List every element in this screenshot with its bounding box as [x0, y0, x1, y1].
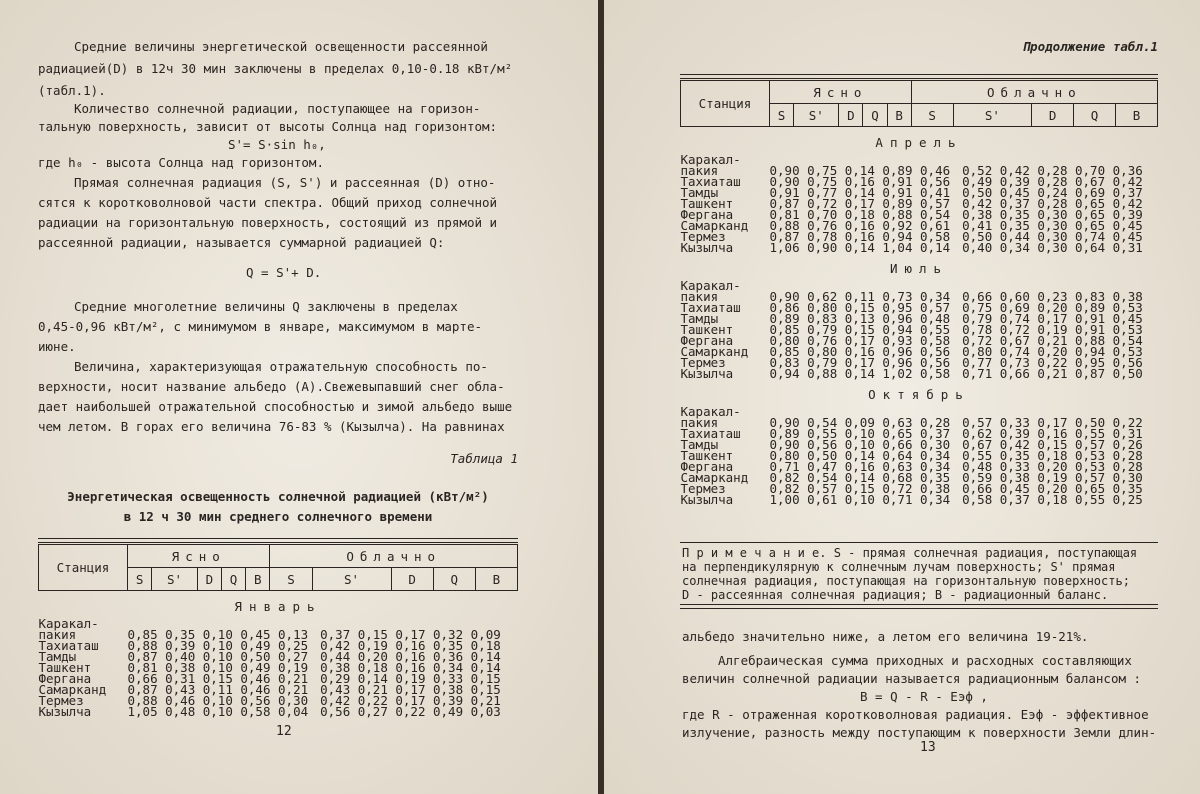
header-row: [39, 545, 518, 568]
values-clear: 0,90 0,75 0,14 0,89 0,46: [769, 163, 951, 178]
page-number: 13: [920, 740, 936, 755]
station-name-part: Фергана: [680, 459, 734, 474]
values-cloudy: 0,56 0,27 0,22 0,49 0,03: [320, 704, 501, 719]
column-header: S: [770, 104, 794, 127]
paragraph-line: величин солнечной радиации называется радиационным балансом :: [682, 671, 1142, 686]
paragraph-line: альбедо значительно ниже, а летом его величина 19-21%.: [682, 629, 1089, 644]
station-name-part: пакия: [680, 289, 719, 304]
table-row: [681, 406, 1158, 428]
station-name-part: Самарканд: [38, 682, 107, 697]
values-cloudy: 0,62 0,39 0,16 0,55 0,31: [962, 426, 1143, 441]
station-name-part: Самарканд: [680, 344, 749, 359]
note-bottom-rule: [680, 604, 1158, 609]
values-clear: 0,89 0,83 0,13 0,96 0,48: [769, 311, 951, 326]
station-name-part: Ташкент: [680, 322, 734, 337]
values-clear: 1,06 0,90 0,14 1,04 0,14: [769, 240, 951, 255]
paragraph-line: 0,45-0,96 кВт/м², с минимумом в январе, максимумом в марте-: [38, 319, 483, 334]
values-clear: 0,90 0,75 0,16 0,91 0,56: [769, 174, 951, 189]
values-clear: 0,81 0,70 0,18 0,88 0,54: [769, 207, 951, 222]
table-label: Таблица 1: [450, 451, 518, 466]
header-row: [681, 81, 1158, 104]
paragraph-line: дает наибольшей отражательной способностью и зимой альбедо выше: [38, 399, 513, 414]
station-name: [681, 154, 770, 176]
table-header: [681, 81, 1158, 127]
row-values: [770, 368, 1158, 379]
station-name-part: Тамды: [680, 437, 719, 452]
values-cloudy: 0,29 0,14 0,19 0,33 0,15: [320, 671, 501, 686]
values-cloudy: 0,75 0,69 0,20 0,89 0,53: [962, 300, 1143, 315]
values-clear: 0,66 0,31 0,15 0,46 0,21: [127, 671, 309, 686]
values-cloudy: 0,40 0,34 0,30 0,64 0,31: [962, 240, 1143, 255]
station-name-part: Тамды: [38, 649, 77, 664]
row-values: [128, 618, 518, 640]
column-header: S: [270, 568, 312, 591]
table-top-rule: [38, 538, 518, 543]
column-header: B: [246, 568, 270, 591]
paragraph-line: июне.: [38, 339, 76, 354]
month-label: Октябрь: [868, 387, 970, 402]
station-name-part: Термез: [680, 229, 726, 244]
values-cloudy: 0,38 0,18 0,16 0,34 0,14: [320, 660, 501, 675]
station-name-part: пакия: [680, 415, 719, 430]
values-clear: 0,94 0,88 0,14 1,02 0,58: [769, 366, 951, 381]
paragraph-line: Прямая солнечная радиация (S, S') и рассеянная (D) отно-: [74, 175, 496, 190]
station-name-part: Тамды: [680, 311, 719, 326]
station-name-part: Тахиаташ: [38, 638, 99, 653]
station-name-part: Кызылча: [680, 492, 734, 507]
station-name-part: Фергана: [680, 207, 734, 222]
group-clear-header: Ясно: [128, 545, 270, 568]
values-cloudy: 0,72 0,67 0,21 0,88 0,54: [962, 333, 1143, 348]
paragraph-line: излучение, разность между поступающим к поверхности Земли длин-: [682, 725, 1157, 740]
station-name-part: Самарканд: [680, 470, 749, 485]
station-name: [681, 280, 770, 302]
column-header: B: [887, 104, 911, 127]
formula: B = Q - R - Eэф ,: [860, 689, 988, 704]
month-label: Январь: [234, 599, 322, 614]
values-cloudy: 0,80 0,74 0,20 0,94 0,53: [962, 344, 1143, 359]
values-clear: 0,87 0,78 0,16 0,94 0,58: [769, 229, 951, 244]
values-clear: 1,00 0,61 0,10 0,71 0,34: [769, 492, 951, 507]
month-row: [681, 127, 1158, 155]
table-row: [681, 242, 1158, 253]
values-cloudy: 0,66 0,45 0,20 0,65 0,35: [962, 481, 1143, 496]
paragraph-line: Количество солнечной радиации, поступающее на горизон-: [74, 101, 481, 116]
page-number: 12: [276, 724, 292, 739]
paragraph-line: радиацией(D) в 12ч 30 мин заключены в пределах 0,10-0.18 кВт/м²: [38, 61, 513, 76]
values-clear: 0,71 0,47 0,16 0,63 0,34: [769, 459, 951, 474]
values-clear: 1,05 0,48 0,10 0,58 0,04: [127, 704, 309, 719]
values-clear: 0,88 0,39 0,10 0,49 0,25: [127, 638, 309, 653]
paragraph-line: Средние величины энергетической освещенности рассеянной: [74, 39, 488, 54]
paragraph-line: (табл.1).: [38, 83, 106, 98]
formula: S'= S·sin h₀,: [228, 137, 326, 152]
station-name-part: Фергана: [38, 671, 92, 686]
paragraph-line: где R - отраженная коротковолновая радиация. Eэф - эффективное: [682, 707, 1149, 722]
paragraph-line: рассеянной радиации, называется суммарной радиацией Q:: [38, 235, 445, 250]
left-page: [0, 0, 598, 794]
column-header: Q: [863, 104, 887, 127]
row-values: [770, 494, 1158, 505]
data-table: [38, 544, 518, 717]
values-cloudy: 0,48 0,33 0,20 0,53 0,28: [962, 459, 1143, 474]
month-label: Апрель: [875, 135, 963, 150]
values-clear: 0,90 0,54 0,09 0,63 0,28: [769, 415, 951, 430]
values-cloudy: 0,79 0,74 0,17 0,91 0,45: [962, 311, 1143, 326]
paragraph-line: тальную поверхность, зависит от высоты Солнца над горизонтом:: [38, 119, 498, 134]
values-clear: 0,91 0,77 0,14 0,91 0,41: [769, 185, 951, 200]
table-subtitle: в 12 ч 30 мин среднего солнечного времени: [123, 509, 433, 524]
values-clear: 0,87 0,72 0,17 0,89 0,57: [769, 196, 951, 211]
continuation-label: Продолжение табл.1: [1022, 39, 1158, 54]
station-name: [681, 406, 770, 428]
table-body: [681, 127, 1158, 506]
station-name-part: Тахиаташ: [680, 300, 741, 315]
table-row: [681, 368, 1158, 379]
values-clear: 0,81 0,38 0,10 0,49 0,19: [127, 660, 309, 675]
values-cloudy: 0,41 0,35 0,30 0,65 0,45: [962, 218, 1143, 233]
values-cloudy: 0,66 0,60 0,23 0,83 0,38: [962, 289, 1143, 304]
values-clear: 0,88 0,46 0,10 0,56 0,30: [127, 693, 309, 708]
data-table: [680, 80, 1158, 505]
column-header: D: [1032, 104, 1074, 127]
paragraph-line: Средние многолетние величины Q заключены в пределах: [74, 299, 458, 314]
values-clear: 0,85 0,79 0,15 0,94 0,55: [769, 322, 951, 337]
column-header: D: [391, 568, 433, 591]
month-row: [681, 379, 1158, 406]
values-clear: 0,82 0,54 0,14 0,68 0,35: [769, 470, 951, 485]
table-row: [681, 154, 1158, 176]
values-cloudy: 0,49 0,39 0,28 0,67 0,42: [962, 174, 1143, 189]
table-top-rule: [680, 74, 1158, 79]
values-clear: 0,85 0,80 0,16 0,96 0,56: [769, 344, 951, 359]
values-cloudy: 0,43 0,21 0,17 0,38 0,15: [320, 682, 501, 697]
table-row: [39, 618, 518, 640]
station-name-part: Каракал-: [38, 616, 99, 631]
values-clear: 0,80 0,50 0,14 0,64 0,34: [769, 448, 951, 463]
note-line: П р и м е ч а н и е. S - прямая солнечная радиация, поступающая: [682, 546, 1138, 560]
station-name-part: Ташкент: [680, 196, 734, 211]
station-name-part: пакия: [38, 627, 77, 642]
month-label: Июль: [889, 261, 949, 276]
month-row: [681, 253, 1158, 280]
paragraph-line: радиации на горизонтальную поверхность, состоящий из прямой и: [38, 215, 498, 230]
column-header: S': [953, 104, 1032, 127]
column-header: Q: [433, 568, 475, 591]
values-cloudy: 0,59 0,38 0,19 0,57 0,30: [962, 470, 1143, 485]
right-page: [604, 0, 1200, 794]
table-row: [39, 706, 518, 717]
station-name-part: Кызылча: [680, 366, 734, 381]
station-header: Станция: [681, 81, 770, 127]
paragraph-line: Величина, характеризующая отражательную способность по-: [74, 359, 488, 374]
row-values: [770, 154, 1158, 176]
column-header: D: [839, 104, 863, 127]
paragraph-line: сятся к коротковолновой части спектра. Общий приход солнечной: [38, 195, 498, 210]
station-name: [681, 368, 770, 379]
station-name-part: Термез: [680, 481, 726, 496]
values-clear: 0,87 0,43 0,11 0,46 0,21: [127, 682, 309, 697]
formula: Q = S'+ D.: [246, 265, 322, 280]
column-header: S': [794, 104, 839, 127]
table-body: [39, 591, 518, 718]
station-name-part: Термез: [38, 693, 84, 708]
values-cloudy: 0,50 0,45 0,24 0,69 0,37: [962, 185, 1143, 200]
values-cloudy: 0,42 0,22 0,17 0,39 0,21: [320, 693, 501, 708]
paragraph-line: Алгебраическая сумма приходных и расходных составляющих: [718, 653, 1132, 668]
station-name-part: Ташкент: [680, 448, 734, 463]
group-cloudy-header: Облачно: [270, 545, 518, 568]
values-cloudy: 0,52 0,42 0,28 0,70 0,36: [962, 163, 1143, 178]
station-header: Станция: [39, 545, 128, 591]
values-clear: 0,86 0,80 0,15 0,95 0,57: [769, 300, 951, 315]
station-name-part: Каракал-: [680, 152, 741, 167]
station-name-part: Каракал-: [680, 278, 741, 293]
paragraph-line: где h₀ - высота Солнца над горизонтом.: [38, 155, 324, 170]
column-header: S': [152, 568, 198, 591]
station-name-part: Тахиаташ: [680, 174, 741, 189]
values-clear: 0,83 0,79 0,17 0,96 0,56: [769, 355, 951, 370]
row-values: [770, 280, 1158, 302]
table-row: [681, 280, 1158, 302]
station-name: [681, 242, 770, 253]
group-clear-header: Ясно: [770, 81, 912, 104]
note-rule: [680, 542, 1158, 543]
column-header: Q: [1074, 104, 1116, 127]
values-cloudy: 0,42 0,19 0,16 0,35 0,18: [320, 638, 501, 653]
station-name-part: Ташкент: [38, 660, 92, 675]
station-name: [39, 706, 128, 717]
station-name-part: Тахиаташ: [680, 426, 741, 441]
values-cloudy: 0,44 0,20 0,16 0,36 0,14: [320, 649, 501, 664]
values-clear: 0,87 0,40 0,10 0,50 0,27: [127, 649, 309, 664]
note-line: D - рассеянная солнечная радиация; B - радиационный баланс.: [682, 588, 1109, 602]
note-line: на перпендикулярную к солнечным лучам поверхность; S' прямая: [682, 560, 1116, 574]
column-header: S: [128, 568, 152, 591]
table-title: Энергетическая освещенность солнечной радиацией (кВт/м²): [67, 489, 489, 504]
values-cloudy: 0,57 0,33 0,17 0,50 0,22: [962, 415, 1143, 430]
values-clear: 0,82 0,57 0,15 0,72 0,38: [769, 481, 951, 496]
column-header: D: [197, 568, 221, 591]
values-cloudy: 0,38 0,35 0,30 0,65 0,39: [962, 207, 1143, 222]
values-cloudy: 0,37 0,15 0,17 0,32 0,09: [320, 627, 501, 642]
values-cloudy: 0,50 0,44 0,30 0,74 0,45: [962, 229, 1143, 244]
table-row: [681, 494, 1158, 505]
station-name-part: Кызылча: [38, 704, 92, 719]
station-name-part: Тамды: [680, 185, 719, 200]
values-cloudy: 0,77 0,73 0,22 0,95 0,56: [962, 355, 1143, 370]
values-cloudy: 0,71 0,66 0,21 0,87 0,50: [962, 366, 1143, 381]
table-header: [39, 545, 518, 591]
station-name: [681, 494, 770, 505]
column-header: S: [911, 104, 953, 127]
station-name-part: Самарканд: [680, 218, 749, 233]
station-name-part: Термез: [680, 355, 726, 370]
values-clear: 0,90 0,62 0,11 0,73 0,34: [769, 289, 951, 304]
column-header: S': [312, 568, 391, 591]
values-clear: 0,90 0,56 0,10 0,66 0,30: [769, 437, 951, 452]
station-name-part: Фергана: [680, 333, 734, 348]
column-header: B: [1115, 104, 1157, 127]
values-cloudy: 0,78 0,72 0,19 0,91 0,53: [962, 322, 1143, 337]
station-name-part: Каракал-: [680, 404, 741, 419]
row-values: [128, 706, 518, 717]
station-name: [39, 618, 128, 640]
values-clear: 0,80 0,76 0,17 0,93 0,58: [769, 333, 951, 348]
values-cloudy: 0,55 0,35 0,18 0,53 0,28: [962, 448, 1143, 463]
values-cloudy: 0,67 0,42 0,15 0,57 0,26: [962, 437, 1143, 452]
column-header: B: [475, 568, 517, 591]
paragraph-line: верхности, носит название альбедо (А).Свежевыпавший снег обла-: [38, 379, 505, 394]
values-cloudy: 0,58 0,37 0,18 0,55 0,25: [962, 492, 1143, 507]
group-cloudy-header: Облачно: [911, 81, 1157, 104]
note-line: солнечная радиация, поступающая на горизонтальную поверхность;: [682, 574, 1130, 588]
column-header: Q: [221, 568, 245, 591]
station-name-part: пакия: [680, 163, 719, 178]
values-clear: 0,85 0,35 0,10 0,45 0,13: [127, 627, 309, 642]
row-values: [770, 242, 1158, 253]
values-cloudy: 0,42 0,37 0,28 0,65 0,42: [962, 196, 1143, 211]
values-clear: 0,88 0,76 0,16 0,92 0,61: [769, 218, 951, 233]
station-name-part: Кызылча: [680, 240, 734, 255]
row-values: [770, 406, 1158, 428]
paragraph-line: чем летом. В горах его величина 76-83 % (Кызылча). На равнинах: [38, 419, 505, 434]
month-row: [39, 591, 518, 619]
values-clear: 0,89 0,55 0,10 0,65 0,37: [769, 426, 951, 441]
